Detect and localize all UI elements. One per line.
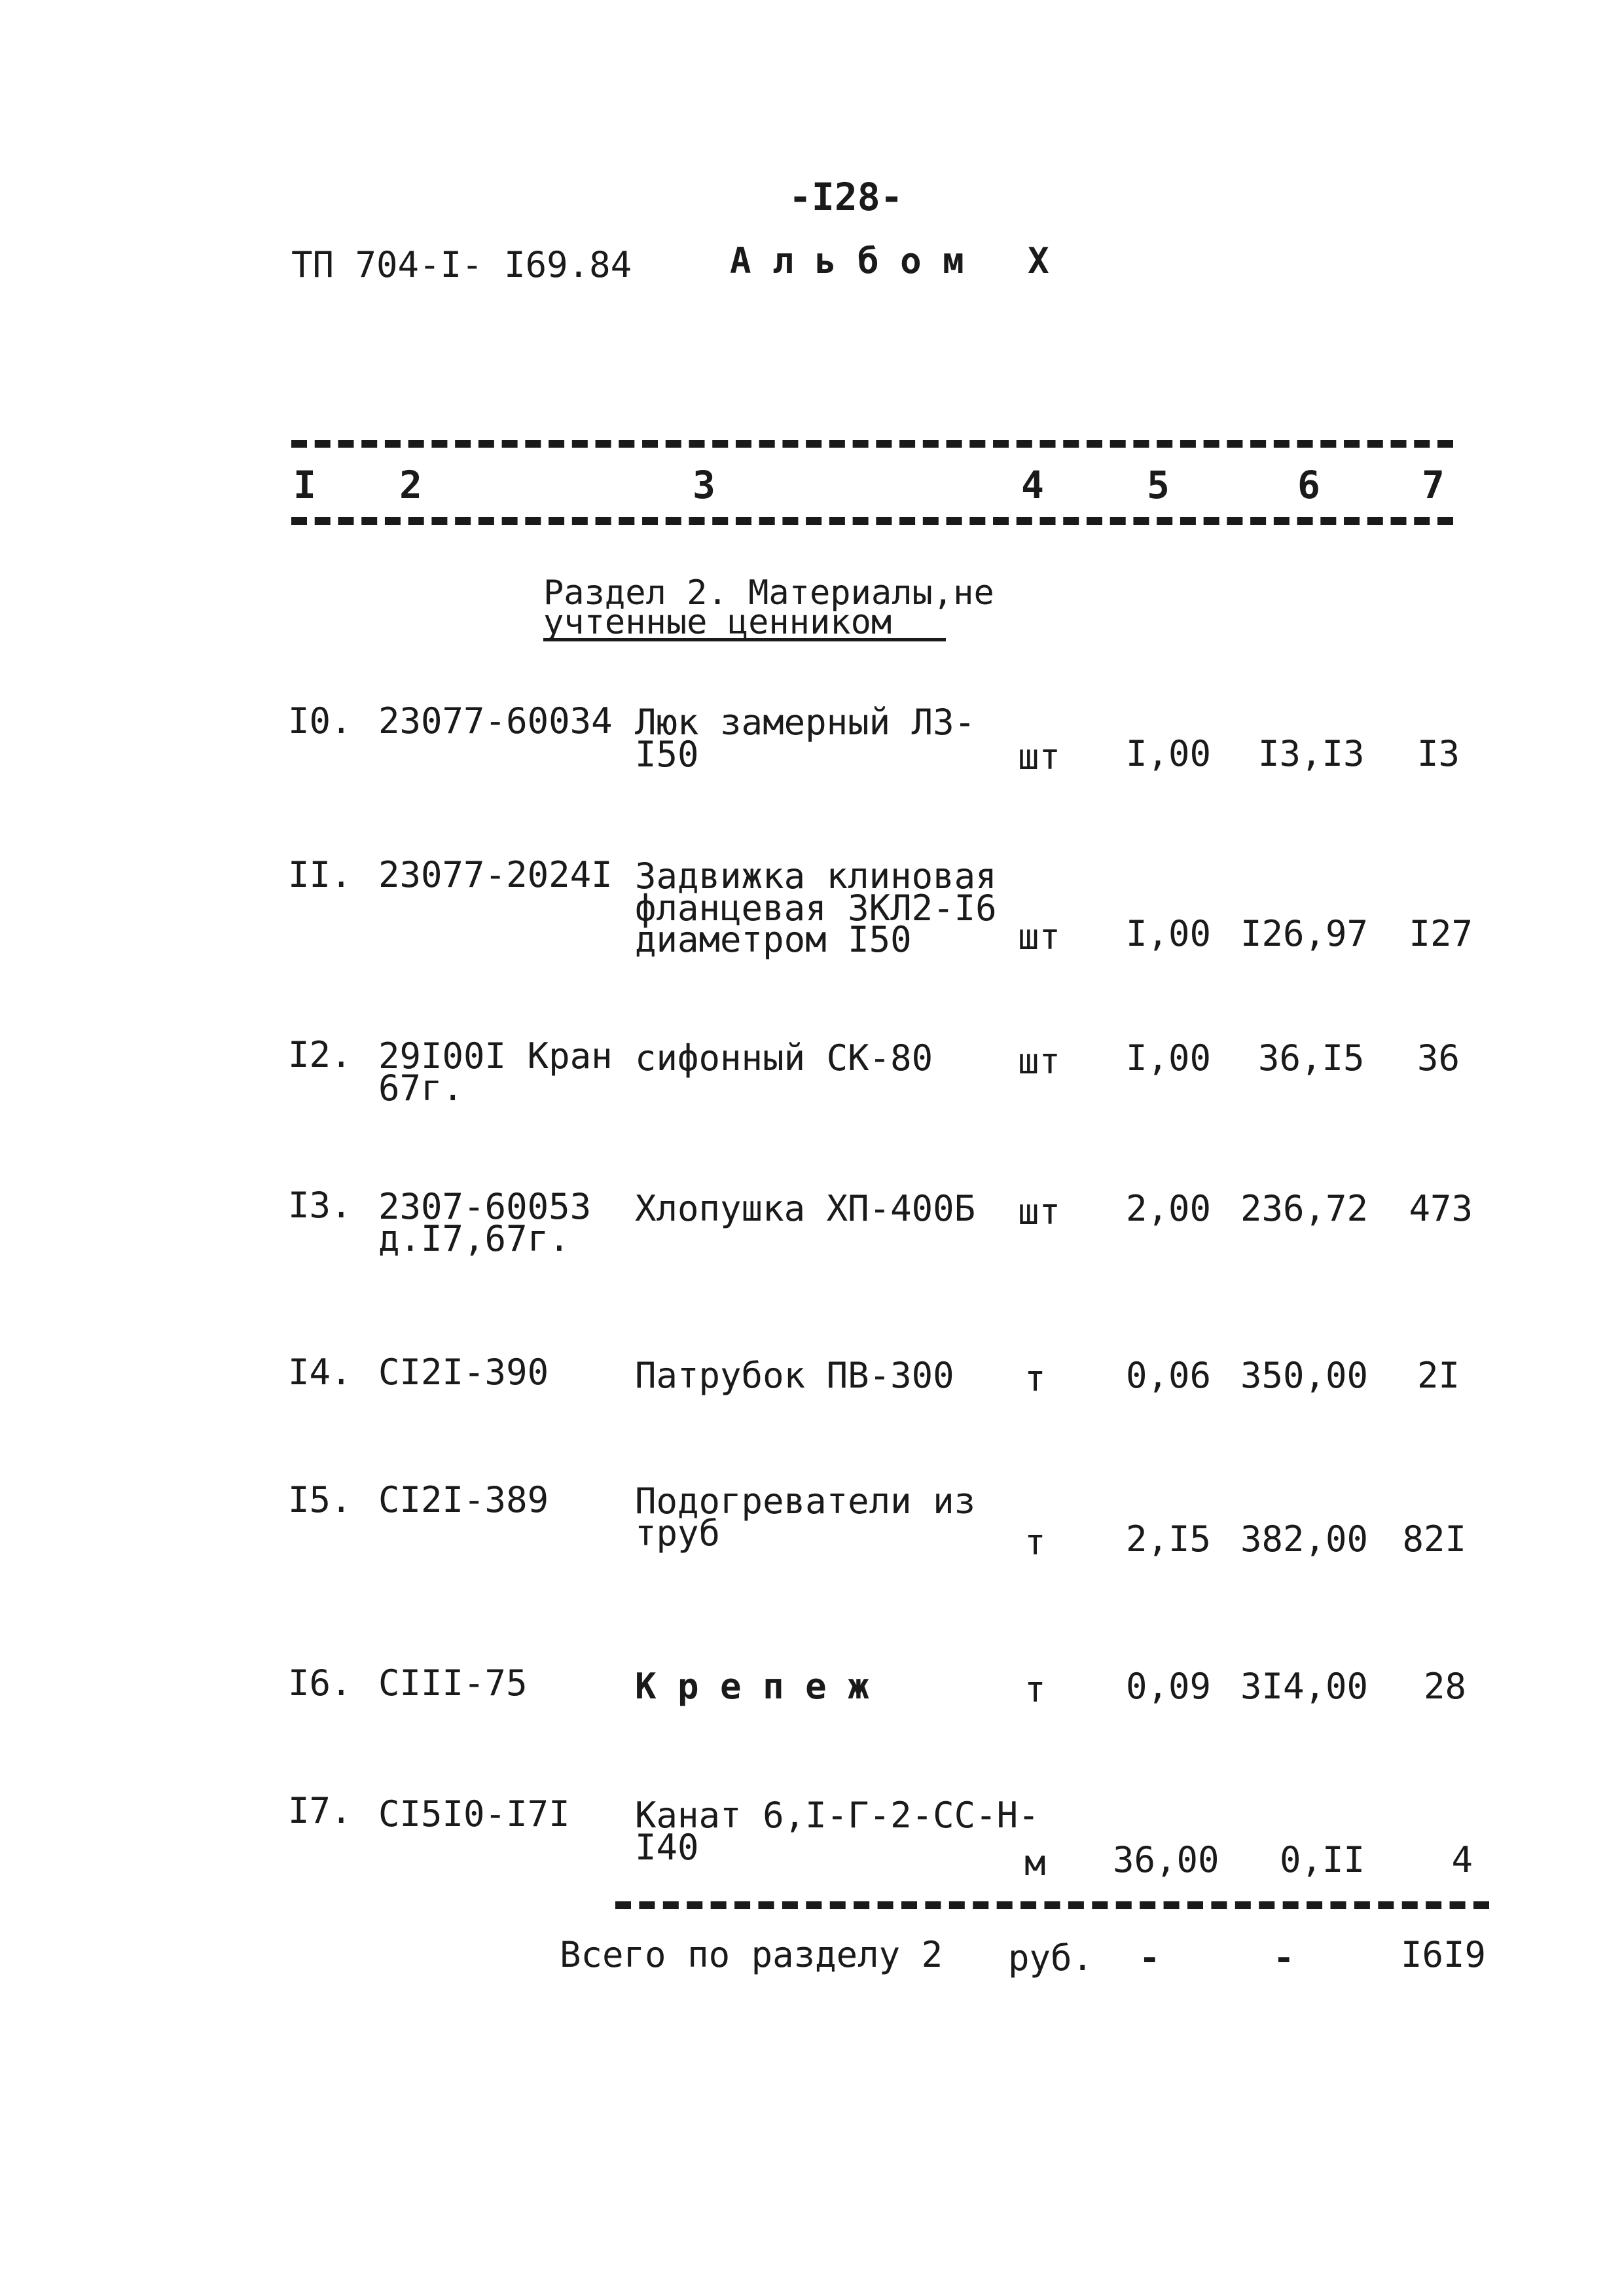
item-quantity: I,00 — [1126, 913, 1212, 954]
row-number: I6. — [288, 1662, 352, 1704]
item-price: I3,I3 — [1258, 733, 1365, 774]
column-number-3: 3 — [693, 463, 715, 507]
item-unit: т — [1024, 1522, 1046, 1563]
item-quantity: 2,I5 — [1126, 1518, 1212, 1560]
summary-rule — [615, 1901, 1489, 1909]
page-number: -I28- — [789, 175, 903, 219]
item-unit: м — [1024, 1842, 1046, 1884]
summary-total: I6I9 — [1400, 1934, 1486, 1975]
section-title-underline — [543, 638, 946, 641]
row-number: II. — [288, 854, 352, 895]
item-price: 36,I5 — [1258, 1037, 1365, 1079]
row-number: I4. — [288, 1352, 352, 1393]
section-title-line2: учтенные ценником — [543, 603, 892, 642]
item-price: I26,97 — [1240, 913, 1369, 954]
item-unit: шт — [1018, 1191, 1061, 1232]
item-total: I3 — [1416, 733, 1460, 774]
item-code: 29I00I Кран 67г. — [378, 1035, 613, 1109]
item-name: Задвижка клиновая фланцевая ЗКЛ2-I6 диаметром I50 — [635, 855, 997, 961]
item-quantity: 0,06 — [1126, 1355, 1212, 1396]
item-unit: т — [1024, 1358, 1046, 1399]
header-top-rule — [291, 440, 1453, 448]
item-code: 23077-60034 — [378, 700, 613, 742]
summary-price: - — [1273, 1937, 1295, 1979]
item-quantity: 36,00 — [1113, 1839, 1219, 1880]
item-total: I27 — [1409, 913, 1473, 954]
item-code: CI2I-390 — [378, 1352, 549, 1393]
column-number-6: 6 — [1297, 463, 1320, 507]
header-bottom-rule — [291, 517, 1453, 525]
item-unit: шт — [1018, 736, 1061, 778]
item-quantity: I,00 — [1126, 733, 1212, 774]
item-code: CI5I0-I7I — [378, 1793, 570, 1835]
row-number: I7. — [288, 1790, 352, 1831]
item-price: 3I4,00 — [1240, 1666, 1369, 1707]
item-total: 82I — [1402, 1518, 1466, 1560]
item-price: 382,00 — [1240, 1518, 1369, 1560]
item-total: 28 — [1423, 1666, 1466, 1707]
item-quantity: 0,09 — [1126, 1666, 1212, 1707]
item-total: 473 — [1409, 1188, 1473, 1229]
row-number: I3. — [288, 1185, 352, 1226]
column-number-1: I — [293, 463, 316, 507]
item-code: 23077-2024I — [378, 854, 613, 895]
summary-quantity: - — [1139, 1937, 1161, 1979]
item-unit: т — [1024, 1669, 1046, 1710]
row-number: I0. — [288, 700, 352, 742]
item-quantity: I,00 — [1126, 1037, 1212, 1079]
item-total: 2I — [1416, 1355, 1460, 1396]
document-code: ТП 704-I- I69.84 — [291, 244, 632, 285]
section-title-line1: Раздел 2. Материалы,не — [543, 573, 994, 613]
item-price: 0,II — [1280, 1839, 1365, 1880]
summary-unit: руб. — [1008, 1937, 1094, 1979]
item-name: сифонный СК-80 — [635, 1037, 933, 1079]
column-number-5: 5 — [1147, 463, 1170, 507]
column-number-4: 4 — [1021, 463, 1044, 507]
item-price: 350,00 — [1240, 1355, 1369, 1396]
item-name: Патрубок ПВ-300 — [635, 1355, 954, 1396]
column-number-2: 2 — [399, 463, 422, 507]
item-unit: шт — [1018, 916, 1061, 958]
item-name: Подогреватели из труб — [635, 1480, 976, 1554]
item-code: CI2I-389 — [378, 1479, 549, 1520]
item-price: 236,72 — [1240, 1188, 1369, 1229]
item-name: Хлопушка ХП-400Б — [635, 1188, 976, 1229]
album-label: А л ь б о м X — [730, 240, 1049, 281]
item-name: К р е п е ж — [635, 1666, 869, 1707]
item-name: Люк замерный ЛЗ- I50 — [635, 702, 976, 775]
item-name: Канат 6,I-Г-2-СС-Н- I40 — [635, 1795, 1039, 1868]
item-total: 36 — [1416, 1037, 1460, 1079]
row-number: I2. — [288, 1034, 352, 1075]
item-unit: шт — [1018, 1041, 1061, 1082]
item-total: 4 — [1451, 1839, 1473, 1880]
item-code: CIII-75 — [378, 1662, 528, 1704]
row-number: I5. — [288, 1479, 352, 1520]
item-code: 2307-60053 д.I7,67г. — [378, 1186, 592, 1259]
column-number-7: 7 — [1422, 463, 1445, 507]
item-quantity: 2,00 — [1126, 1188, 1212, 1229]
summary-label: Всего по разделу 2 — [560, 1934, 943, 1975]
